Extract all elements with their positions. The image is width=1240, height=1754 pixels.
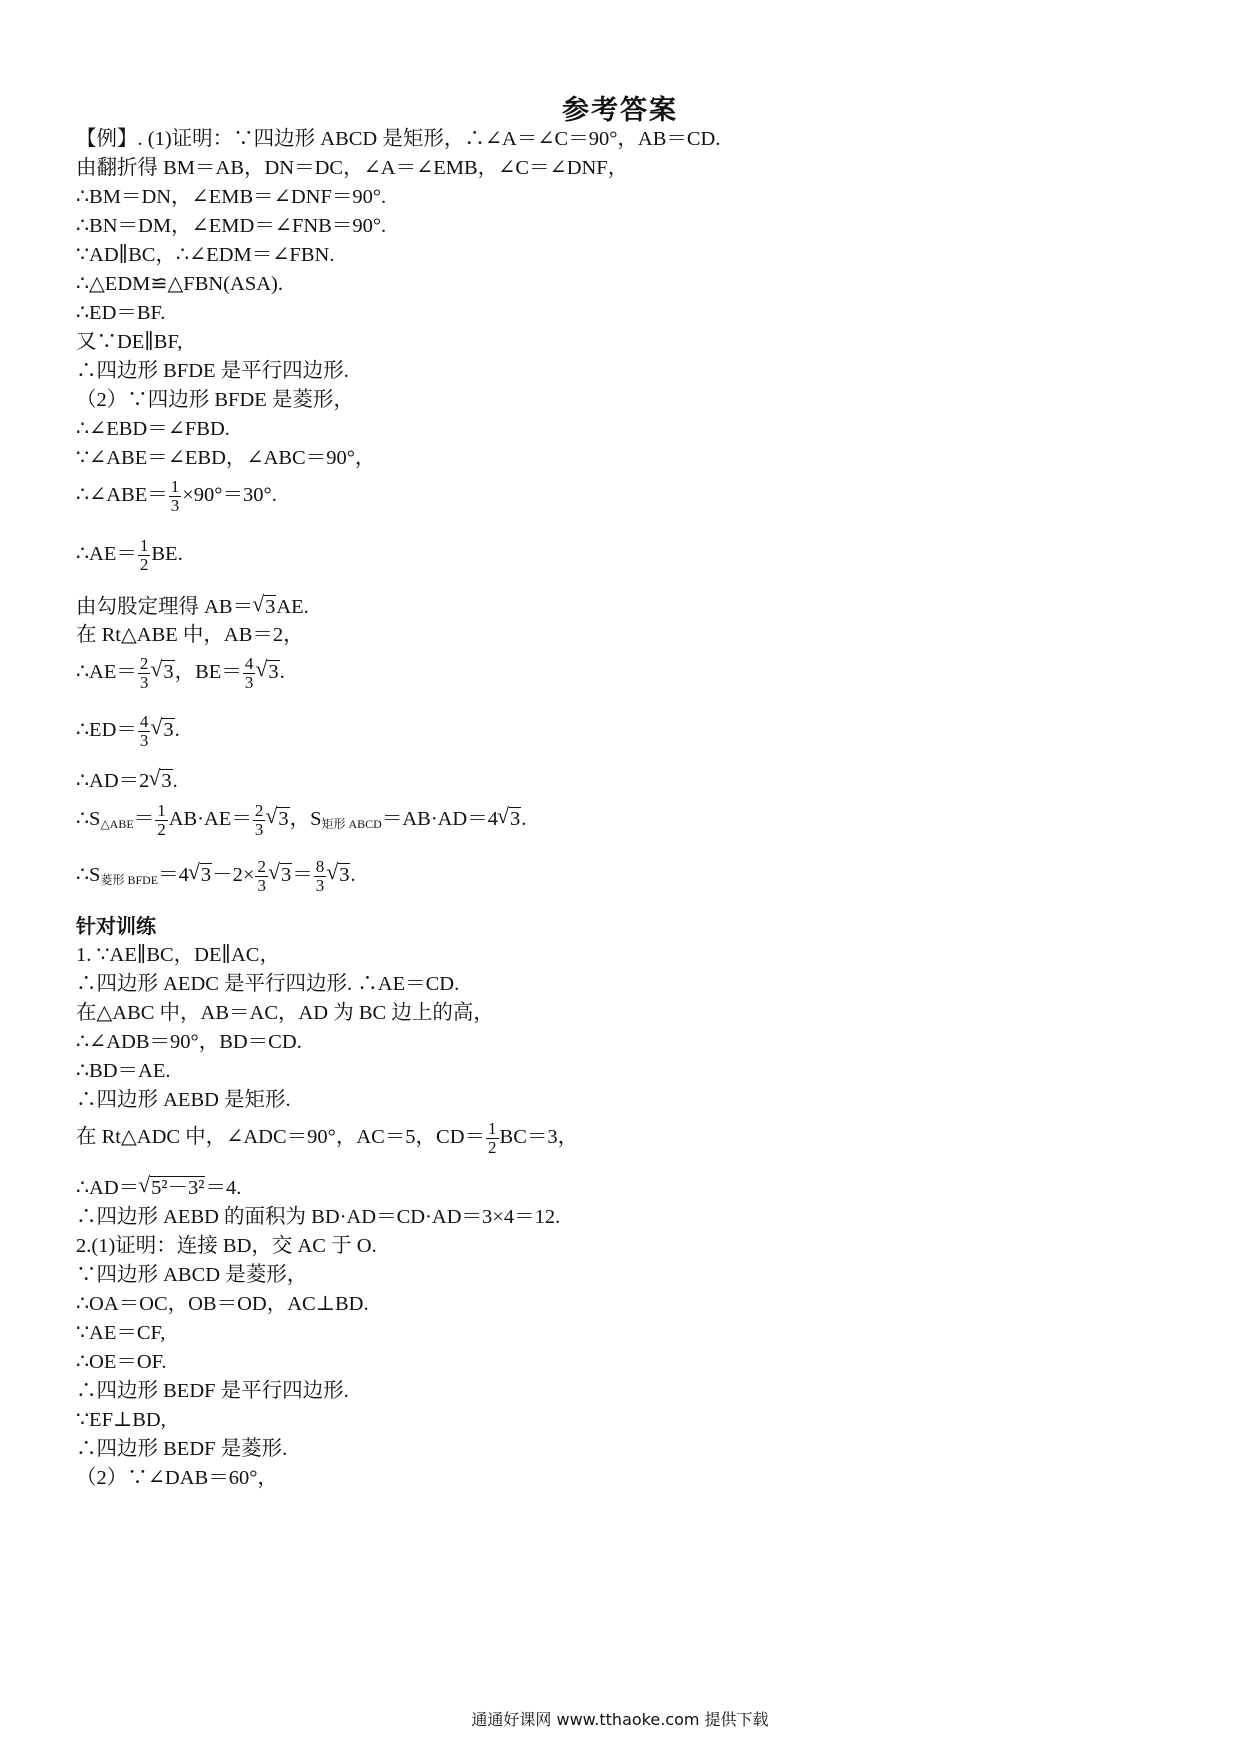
text-line: 在 Rt△ABE 中，AB＝2， xyxy=(76,624,304,646)
footer-source: 通通好课网 www.tthaoke.com 提供下载 xyxy=(471,1710,769,1729)
text-line: （2）∵四边形 BFDE 是菱形， xyxy=(76,389,354,411)
fraction: $\frac{2}{3}$ xyxy=(254,801,264,839)
sqrt: √ 3 xyxy=(149,768,172,794)
text-line: 又∵DE∥BF, xyxy=(76,331,183,353)
text-line: ∵AE＝CF, xyxy=(76,1322,166,1344)
text-line: ∴四边形 AEDC 是平行四边形. ∴AE＝CD. xyxy=(76,973,460,995)
section-heading: 针对训练 xyxy=(76,914,156,938)
fraction: $\frac{2}{3}$ xyxy=(257,857,266,895)
text-line: ∴BN＝DM，∠EMD＝∠FNB＝90°. xyxy=(76,215,387,237)
formula-ed: ∴ED＝ $\frac{4}{3}$ √ 3. xyxy=(76,713,180,750)
text-line: ∵∠ABE＝∠EBD，∠ABC＝90°， xyxy=(76,447,376,469)
text-line: ∵EF⊥BD, xyxy=(76,1409,166,1431)
text-line: 由翻折得 BM＝AB，DN＝DC，∠A＝∠EMB，∠C＝∠DNF， xyxy=(76,157,629,179)
formula-rt-adc: 在 Rt△ADC 中，∠ADC＝90°，AC＝5，CD＝ $\frac{1}{2}$ BC＝3， xyxy=(76,1119,579,1157)
text-line: （2）∵∠DAB＝60°， xyxy=(76,1467,278,1489)
sqrt: √ 3 xyxy=(327,862,350,888)
formula-ad: ∴AD＝2√ 3. xyxy=(76,768,178,794)
text-line: ∴OE＝OF. xyxy=(76,1351,167,1373)
fraction: $\frac{1}{2}$ xyxy=(157,801,166,839)
formula-pythagoras: 由勾股定理得 AB＝√ 3AE. xyxy=(76,594,309,620)
text-line: ∴∠EBD＝∠FBD. xyxy=(76,418,230,440)
sqrt: √ 3 xyxy=(266,806,289,832)
text-line: ∴BD＝AE. xyxy=(76,1060,171,1082)
sqrt: √ 3 xyxy=(189,862,212,888)
text-line: ∴OA＝OC，OB＝OD，AC⊥BD. xyxy=(76,1293,369,1315)
formula-ad-sqrt: ∴AD＝√ 5²－3²＝4. xyxy=(76,1175,241,1201)
text-line: 1. ∵AE∥BC，DE∥AC， xyxy=(76,944,280,966)
sqrt: √ 3 xyxy=(256,659,279,685)
text-line: ∴四边形 AEBD 的面积为 BD·AD＝CD·AD＝3×4＝12. xyxy=(76,1206,561,1228)
text-line: 2.(1)证明：连接 BD，交 AC 于 O. xyxy=(76,1235,377,1257)
formula-angle-abe: ∴∠ABE＝ $\frac{1}{3}$ ×90°＝30°. xyxy=(76,477,277,515)
fraction: $\frac{1}{3}$ xyxy=(170,477,180,515)
text-line: ∴∠ADB＝90°，BD＝CD. xyxy=(76,1031,302,1053)
sqrt: √ 3 xyxy=(269,862,292,888)
sqrt: √ 3 xyxy=(253,594,276,620)
sqrt: √ 3 xyxy=(151,717,174,743)
sqrt: √ 3 xyxy=(151,659,174,685)
fraction: $\frac{4}{3}$ xyxy=(139,712,149,750)
text-line: ∴四边形 AEBD 是矩形. xyxy=(76,1089,291,1111)
text-line: ∵四边形 ABCD 是菱形， xyxy=(76,1264,308,1286)
fraction: $\frac{8}{3}$ xyxy=(315,857,325,895)
formula-ae-be: ∴AE＝ $\frac{2}{3}$ √ 3，BE＝ $\frac{4}{3}$ √ 3. xyxy=(76,655,285,692)
text-line: ∴△EDM≌△FBN(ASA). xyxy=(76,273,283,295)
formula-areas: $\therefore S_{\triangle ABE}=$ $\frac{1}{2}$ AB·AE＝ $\frac{2}{3}$ √ 3，$S_{矩形 ABCD}=AB\cdot AD=4√$ 3. xyxy=(76,802,526,839)
fraction: $\frac{4}{3}$ xyxy=(244,654,254,692)
page-title: 参考答案 xyxy=(562,95,678,126)
text-line: ∴ED＝BF. xyxy=(76,302,166,324)
fraction: $\frac{2}{3}$ xyxy=(139,654,149,692)
formula-ae-half-be: ∴AE＝ $\frac{1}{2}$ BE. xyxy=(76,536,183,574)
fraction: $\frac{1}{2}$ xyxy=(139,536,149,574)
sqrt: √ 5²－3² xyxy=(139,1175,205,1201)
fraction: $\frac{1}{2}$ xyxy=(488,1119,497,1157)
formula-rhombus-area: $\therefore S_{菱形 BFDE}=4√$ 3－2× $\frac{2}{3}$ √ 3＝ $\frac{8}{3}$ √ 3. xyxy=(76,858,356,895)
sqrt: √ 3 xyxy=(498,806,521,832)
text-line: 在△ABC 中，AB＝AC，AD 为 BC 边上的高， xyxy=(76,1002,494,1024)
text-line: 【例】. (1)证明：∵四边形 ABCD 是矩形，∴∠A＝∠C＝90°，AB＝CD. xyxy=(76,128,721,150)
text-line: ∴BM＝DN，∠EMB＝∠DNF＝90°. xyxy=(76,186,387,208)
text-line: ∵AD∥BC，∴∠EDM＝∠FBN. xyxy=(76,244,335,266)
text-line: ∴四边形 BEDF 是平行四边形. xyxy=(76,1380,349,1402)
text-line: ∴四边形 BFDE 是平行四边形. xyxy=(76,360,349,382)
text-line: ∴四边形 BEDF 是菱形. xyxy=(76,1438,288,1460)
